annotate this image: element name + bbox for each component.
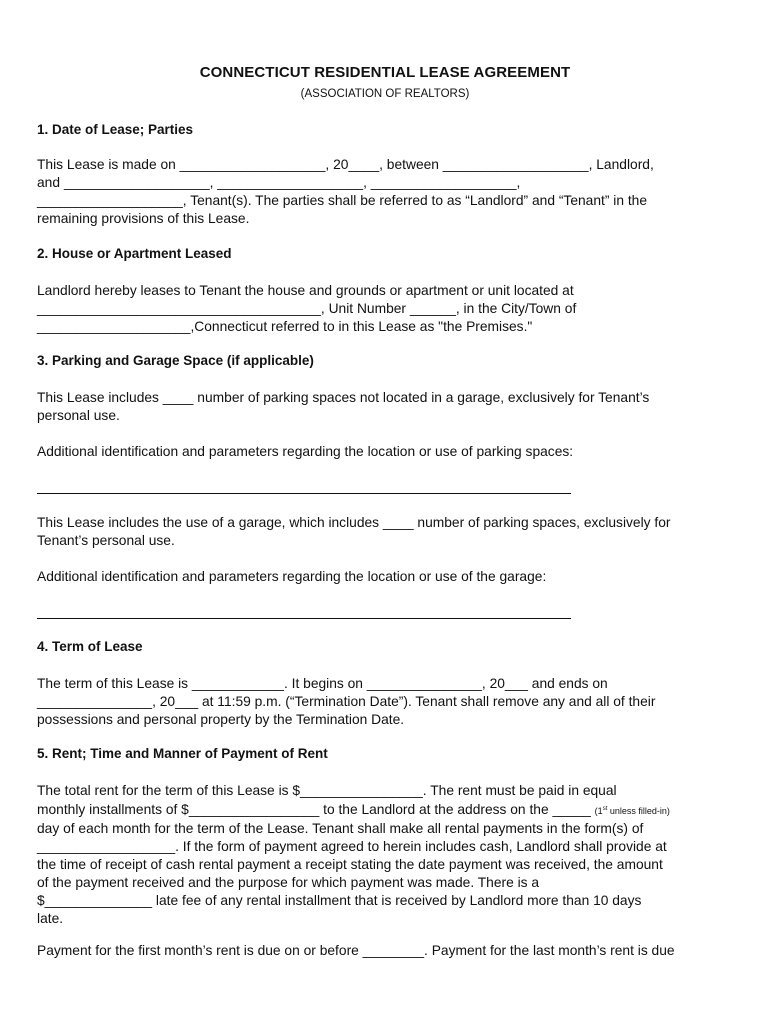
section-2-line-1: Landlord hereby leases to Tenant the house and grounds or apartment or unit located at bbox=[37, 283, 574, 298]
section-5-line-1: The total rent for the term of this Lease is $________________. The rent must be paid in equal bbox=[37, 783, 617, 798]
section-5-body bbox=[37, 782, 732, 928]
section-5-line-6: of the payment received and the purpose for which payment was made. There is a bbox=[37, 875, 540, 890]
section-2-heading: 2. House or Apartment Leased bbox=[37, 246, 232, 261]
section-1-line-3: ___________________, Tenant(s). The parties shall be referred to as “Landlord” and “Tenant” in the bbox=[37, 193, 648, 208]
section-5-line-8: late. bbox=[37, 911, 64, 926]
document-subtitle: (ASSOCIATION OF REALTORS) bbox=[300, 88, 470, 100]
section-5-line-2 bbox=[37, 800, 732, 820]
section-3-paragraph-3 bbox=[37, 514, 732, 550]
section-5-last-line: Payment for the first month’s rent is due on or before ________. Payment for the last month’s rent is due bbox=[37, 943, 675, 958]
section-4-body bbox=[37, 675, 732, 729]
garage-details-blank-line bbox=[37, 618, 571, 619]
section-1-heading: 1. Date of Lease; Parties bbox=[37, 122, 194, 137]
document-title: CONNECTICUT RESIDENTIAL LEASE AGREEMENT bbox=[199, 64, 571, 81]
section-1-line-2: and ___________________, ___________________, ___________________, bbox=[37, 175, 521, 190]
section-1-body bbox=[37, 156, 732, 228]
section-3-paragraph-1 bbox=[37, 389, 732, 425]
section-1-line-1: This Lease is made on ___________________, 20____, between ___________________, Landlord, bbox=[37, 157, 654, 172]
section-5-line-2-text: monthly installments of $_________________ to the Landlord at the address on the _____ bbox=[37, 802, 591, 817]
section-3-p3-line-2: Tenant’s personal use. bbox=[37, 533, 175, 548]
section-2-line-2: _____________________________________, Unit Number ______, in the City/Town of bbox=[37, 301, 577, 316]
section-3-paragraph-4: Additional identification and parameters regarding the location or use of the garage: bbox=[37, 569, 547, 584]
section-5-line-5: the time of receipt of cash rental payment a receipt stating the date payment was received, the amount bbox=[37, 857, 663, 872]
due-day-note: (1st unless filled-in) bbox=[594, 806, 670, 816]
section-3-p1-line-1: This Lease includes ____ number of parking spaces not located in a garage, exclusively for Tenant’s bbox=[37, 390, 650, 405]
section-5-line-3: day of each month for the term of the Lease. Tenant shall make all rental payments in the form(s) of bbox=[37, 821, 644, 836]
section-4-line-2: _______________, 20___ at 11:59 p.m. (“Termination Date”). Tenant shall remove any and all of their bbox=[37, 694, 656, 709]
section-5-line-7: $______________ late fee of any rental installment that is received by Landlord more than 10 days bbox=[37, 893, 642, 908]
section-5-line-4: __________________. If the form of payment agreed to herein includes cash, Landlord shall provide at bbox=[37, 839, 667, 854]
section-4-line-1: The term of this Lease is ____________. It begins on _______________, 20___ and ends on bbox=[37, 676, 608, 691]
section-3-paragraph-2: Additional identification and parameters regarding the location or use of parking spaces: bbox=[37, 444, 574, 459]
section-1-line-4: remaining provisions of this Lease. bbox=[37, 211, 250, 226]
section-3-p1-line-2: personal use. bbox=[37, 408, 120, 423]
section-2-body bbox=[37, 282, 732, 336]
section-3-p3-line-1: This Lease includes the use of a garage, which includes ____ number of parking spaces, exclusively for bbox=[37, 515, 671, 530]
parking-details-blank-line bbox=[37, 493, 571, 494]
section-4-heading: 4. Term of Lease bbox=[37, 639, 143, 654]
section-5-heading: 5. Rent; Time and Manner of Payment of Rent bbox=[37, 746, 328, 761]
section-2-line-3: ____________________,Connecticut referred to in this Lease as "the Premises." bbox=[37, 319, 533, 334]
section-3-heading: 3. Parking and Garage Space (if applicable) bbox=[37, 353, 314, 368]
section-4-line-3: possessions and personal property by the Termination Date. bbox=[37, 712, 405, 727]
